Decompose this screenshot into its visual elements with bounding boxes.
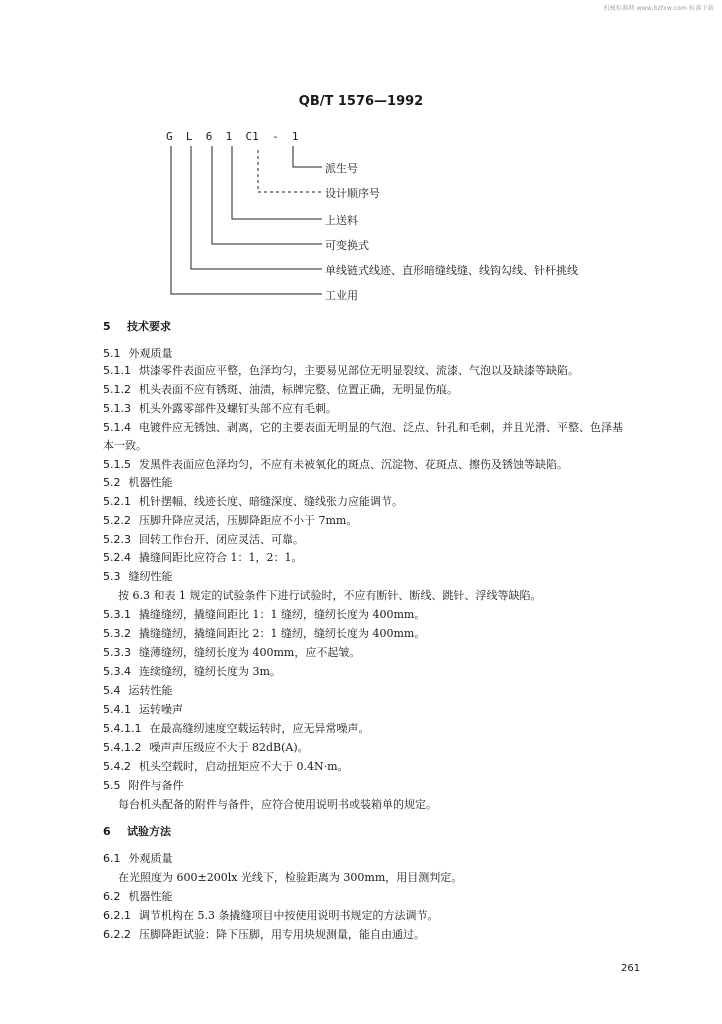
connector-danxian xyxy=(191,146,322,269)
clause: 5.4.2 机头空载时，启动扭矩应不大于 0.4N·m。 xyxy=(103,760,349,773)
clause-continuation: 本一致。 xyxy=(103,439,147,452)
clause: 6.1 外观质量 xyxy=(103,852,173,865)
clause: 5.4.1 运转噪声 xyxy=(103,703,183,716)
clause: 5.5 附件与备件 xyxy=(103,779,184,792)
label-shangsongliao: 上送料 xyxy=(325,214,358,227)
page-number: 261 xyxy=(621,963,641,974)
label-sheji: 设计顺序号 xyxy=(325,187,380,200)
clause: 5.3.4 连续缝纫，缝纫长度为 3m。 xyxy=(103,665,281,678)
clause: 5.3.1 撬缝缝纫，撬缝间距比 1：1 缝纫，缝纫长度为 400mm。 xyxy=(103,608,426,621)
clause: 5.4.1.1 在最高缝纫速度空载运转时，应无异常噪声。 xyxy=(103,722,370,735)
clause: 5.1.4 电镀件应无锈蚀、剥离，它的主要表面无明显的气泡、泛点、针孔和毛刺，并且光滑、平整、色泽基 xyxy=(103,421,623,434)
section-heading: 5 技术要求 xyxy=(103,320,171,333)
clause: 5.3.2 撬缝缝纫，撬缝间距比 2：1 缝纫，缝纫长度为 400mm。 xyxy=(103,627,426,640)
clause: 5.2.4 撬缝间距比应符合 1：1，2：1。 xyxy=(103,551,303,564)
clause: 5.2.1 机针摆幅、线迹长度、暗缝深度、缝线张力应能调节。 xyxy=(103,495,403,508)
clause: 5.1.5 发黑件表面应色泽均匀，不应有未被氧化的斑点、沉淀物、花斑点、擦伤及锈蚀等缺陷。 xyxy=(103,458,568,471)
clause: 5.3.3 缝薄缝纫，缝纫长度为 400mm，应不起皱。 xyxy=(103,646,361,659)
label-gongyeyong: 工业用 xyxy=(325,289,358,302)
clause-body: 按 6.3 和表 1 规定的试验条件下进行试验时，不应有断针、断线、跳针、浮线等缺陷。 xyxy=(118,589,542,602)
clause: 5.1.3 机头外露零部件及螺钉头部不应有毛刺。 xyxy=(103,402,337,415)
section-heading: 6 试验方法 xyxy=(103,825,171,838)
clause: 5.1.2 机头表面不应有锈斑、油渍，标牌完整、位置正确，无明显伤痕。 xyxy=(103,383,458,396)
model-code: G L 6 1 C1 - 1 xyxy=(166,130,299,143)
clause-body: 每台机头配备的附件与备件，应符合使用说明书或装箱单的规定。 xyxy=(118,798,437,811)
clause: 6.2 机器性能 xyxy=(103,890,173,903)
clause: 5.2.3 回转工作台开、闭应灵活、可靠。 xyxy=(103,533,304,546)
connector-paisheng xyxy=(293,146,322,167)
clause-body: 在光照度为 600±200lx 光线下，检验距离为 300mm，用目测判定。 xyxy=(118,871,463,884)
clause: 6.2.2 压脚降距试验：降下压脚，用专用块规测量，能自由通过。 xyxy=(103,928,425,941)
clause: 5.4.1.2 噪声声压级应不大于 82dB(A)。 xyxy=(103,741,309,754)
connector-sheji xyxy=(258,150,322,192)
document-header: QB/T 1576—1992 xyxy=(298,94,424,109)
watermark: 机械标准网 www.bzfxw.com 标准下载 xyxy=(603,5,714,12)
label-danxian: 单线链式线迹、直形暗缝线缝、线钩勾线、针杆挑线 xyxy=(325,264,578,277)
clause: 5.1 外观质量 xyxy=(103,347,173,360)
clause: 5.3 缝纫性能 xyxy=(103,570,173,583)
connector-shangsongliao xyxy=(232,146,322,219)
clause: 5.4 运转性能 xyxy=(103,684,173,697)
label-paisheng: 派生号 xyxy=(325,162,358,175)
connector-gongyeyong xyxy=(171,146,322,294)
label-kebianhuan: 可变换式 xyxy=(325,239,369,252)
connector-kebianhuan xyxy=(212,146,322,244)
clause: 6.2.1 调节机构在 5.3 条撬缝项目中按使用说明书规定的方法调节。 xyxy=(103,909,439,922)
clause: 5.2 机器性能 xyxy=(103,476,173,489)
clause: 5.1.1 烘漆零件表面应平整，色泽均匀，主要易见部位无明显裂纹、流漆、气泡以及缺漆等缺陷。 xyxy=(103,364,579,377)
clause: 5.2.2 压脚升降应灵活，压脚降距应不小于 7mm。 xyxy=(103,514,358,527)
